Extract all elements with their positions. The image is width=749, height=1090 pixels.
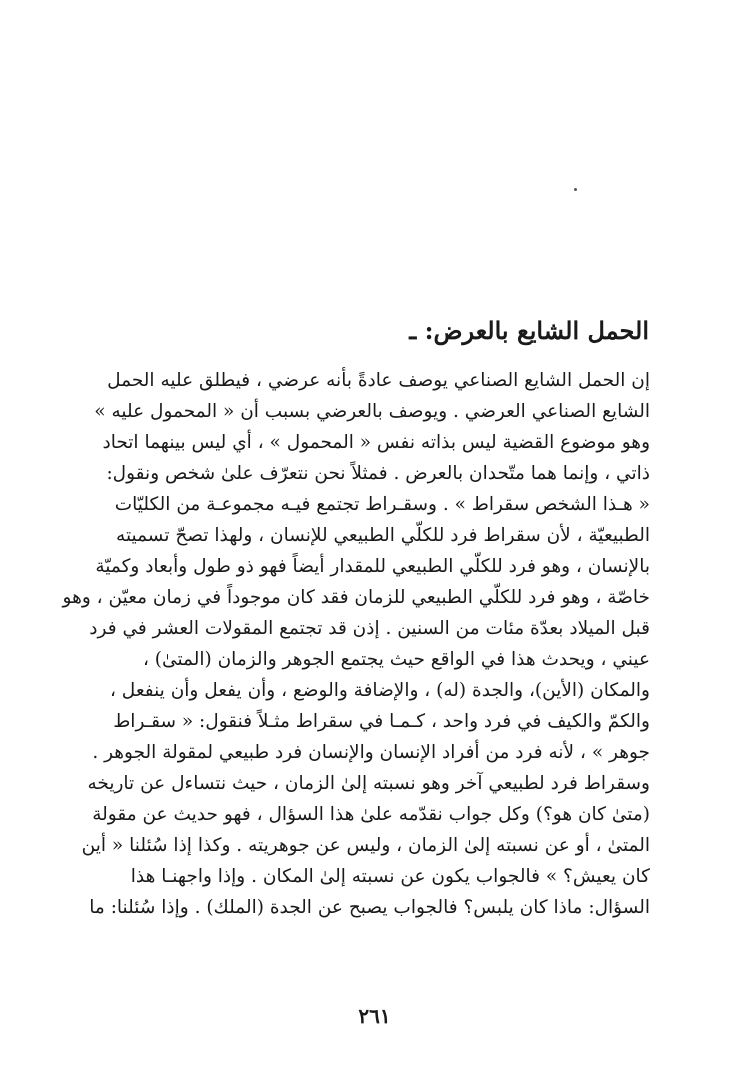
text-line: السؤال: ماذا كان يلبس؟ فالجواب يصبح عن الجدة (الملك) . وإذا سُئلنا: ما bbox=[89, 897, 650, 918]
text-line: الطبيعيّة ، لأن سقراط فرد للكلّي الطبيعي للإنسان ، ولهذا تصحّ تسميته bbox=[116, 525, 650, 546]
text-line: والمكان (الأين)، والجدة (له) ، والإضافة والوضع ، وأن يفعل وأن ينفعل ، bbox=[109, 680, 650, 701]
text-line: كان يعيش؟ » فالجواب يكون عن نسبته إلىٰ المكان . وإذا واجهنـا هذا bbox=[130, 866, 650, 887]
text-line: (متىٰ كان هو؟) وكل جواب نقدّمه علىٰ هذا السؤال ، فهو حديث عن مقولة bbox=[92, 804, 650, 825]
text-line: إن الحمل الشايع الصناعي يوصف عادةً بأنه عرضي ، فيطلق عليه الحمل bbox=[107, 370, 650, 391]
text-line: جوهر » ، لأنه فرد من أفراد الإنسان والإنسان فرد طبيعي لمقولة الجوهر . bbox=[92, 742, 650, 763]
text-line: وسقراط فرد لطبيعي آخر وهو نسبته إلىٰ الزمان ، حيث نتساءل عن تاريخه bbox=[87, 773, 650, 794]
text-line: ذاتي ، وإنما هما متّحدان بالعرض . فمثلاً نحن نتعرّف علىٰ شخص ونقول: bbox=[106, 463, 650, 484]
section-heading: الحمل الشايع بالعرض: ـ bbox=[409, 316, 649, 345]
text-line: والكمّ والكيف في فرد واحد ، كـمـا في سقراط مثـلاً فنقول: « سقـراط bbox=[113, 711, 650, 732]
page-number: ٢٦١ bbox=[358, 1004, 391, 1028]
text-line: المتىٰ ، أو عن نسبته إلىٰ الزمان ، وليس عن جوهريته . وكذا إذا سُئلنا « أين bbox=[81, 835, 650, 856]
text-line: « هـذا الشخص سقراط » . وسقـراط تجتمع فيـه مجموعـة من الكليّات bbox=[114, 494, 650, 515]
text-line: الشايع الصناعي العرضي . ويوصف بالعرضي بسبب أن « المحمول عليه » bbox=[94, 401, 650, 422]
body-text bbox=[62, 365, 650, 923]
text-line: قبل الميلاد بعدّة مئات من السنين . إذن قد تجتمع المقولات العشر في فرد bbox=[89, 618, 650, 639]
print-speck bbox=[574, 188, 577, 191]
text-line: خاصّة ، وهو فرد للكلّي الطبيعي للزمان فقد كان موجوداً في زمان معيّن ، وهو bbox=[62, 587, 650, 608]
text-line: وهو موضوع القضية ليس بذاته نفس « المحمول » ، أي ليس بينهما اتحاد bbox=[102, 432, 650, 453]
text-line: عيني ، ويحدث هذا في الواقع حيث يجتمع الجوهر والزمان (المتىٰ) ، bbox=[142, 649, 650, 670]
text-line: بالإنسان ، وهو فرد للكلّي الطبيعي للمقدار أيضاً فهو ذو طول وأبعاد وكميّة bbox=[95, 556, 650, 577]
